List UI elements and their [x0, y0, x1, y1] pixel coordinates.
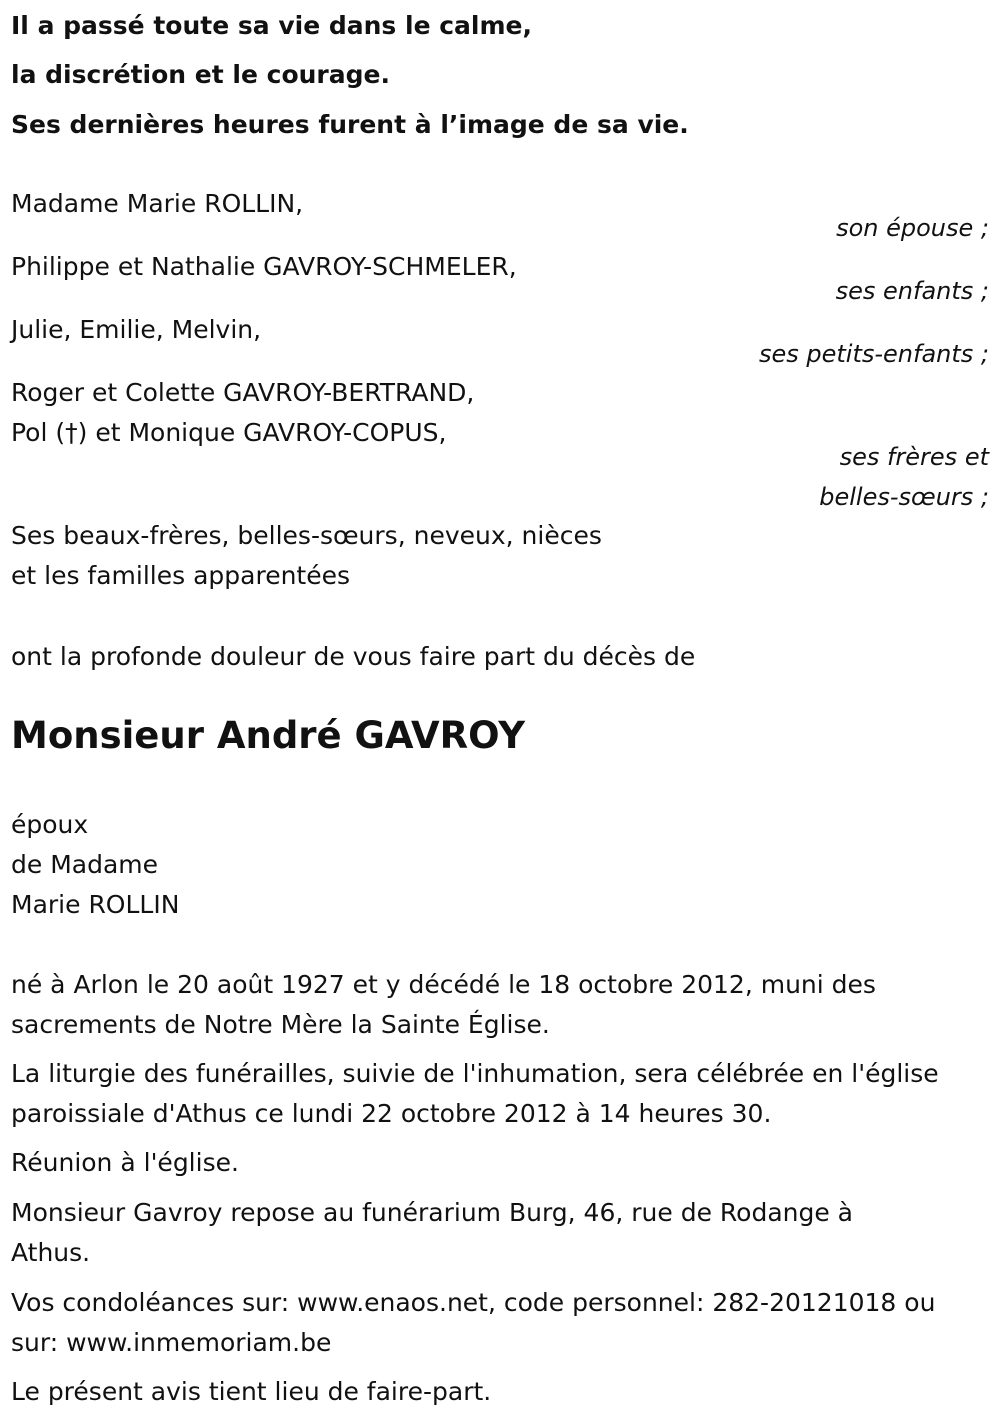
announcement-text: ont la profonde douleur de vous faire part du décès de [11, 642, 696, 671]
meeting-line: Réunion à l'église. [11, 1148, 239, 1177]
intro-line-2: la discrétion et le courage. [11, 60, 390, 89]
family-siblings-relation-1: ses frères et [839, 443, 989, 471]
intro-line-1: Il a passé toute sa vie dans le calme, [11, 11, 532, 40]
family-siblings-name-1: Roger et Colette GAVROY-BERTRAND, [11, 378, 475, 407]
spouse-line-2: de Madame [11, 850, 159, 879]
family-siblings-name-2: Pol (†) et Monique GAVROY-COPUS, [11, 418, 447, 447]
family-grandchildren-relation: ses petits-enfants ; [758, 340, 989, 368]
intro-line-3: Ses dernières heures furent à l’image de sa vie. [11, 110, 689, 139]
family-extended-line-2: et les familles apparentées [11, 561, 351, 590]
notice-line: Le présent avis tient lieu de faire-part. [11, 1377, 492, 1406]
birth-death-line-2: sacrements de Notre Mère la Sainte Église. [11, 1010, 550, 1039]
deceased-name: Monsieur André GAVROY [11, 714, 526, 757]
family-children-name: Philippe et Nathalie GAVROY-SCHMELER, [11, 252, 517, 281]
spouse-line-1: époux [11, 810, 89, 839]
family-spouse-name: Madame Marie ROLLIN, [11, 189, 304, 218]
family-grandchildren-name: Julie, Emilie, Melvin, [11, 315, 262, 344]
spouse-line-3: Marie ROLLIN [11, 890, 180, 919]
rest-line-1: Monsieur Gavroy repose au funérarium Burg, 46, rue de Rodange à [11, 1198, 854, 1227]
condolences-line-1: Vos condoléances sur: www.enaos.net, code personnel: 282-20121018 ou [11, 1288, 936, 1317]
liturgy-line-1: La liturgie des funérailles, suivie de l'inhumation, sera célébrée en l'église [11, 1059, 939, 1088]
family-children-relation: ses enfants ; [835, 277, 989, 305]
family-extended-line-1: Ses beaux-frères, belles-sœurs, neveux, nièces [11, 521, 602, 550]
family-spouse-relation: son épouse ; [836, 214, 989, 242]
rest-line-2: Athus. [11, 1238, 91, 1267]
birth-death-line-1: né à Arlon le 20 août 1927 et y décédé le 18 octobre 2012, muni des [11, 970, 876, 999]
liturgy-line-2: paroissiale d'Athus ce lundi 22 octobre 2012 à 14 heures 30. [11, 1099, 772, 1128]
family-siblings-relation-2: belles-sœurs ; [819, 483, 989, 511]
condolences-line-2: sur: www.inmemoriam.be [11, 1328, 332, 1357]
